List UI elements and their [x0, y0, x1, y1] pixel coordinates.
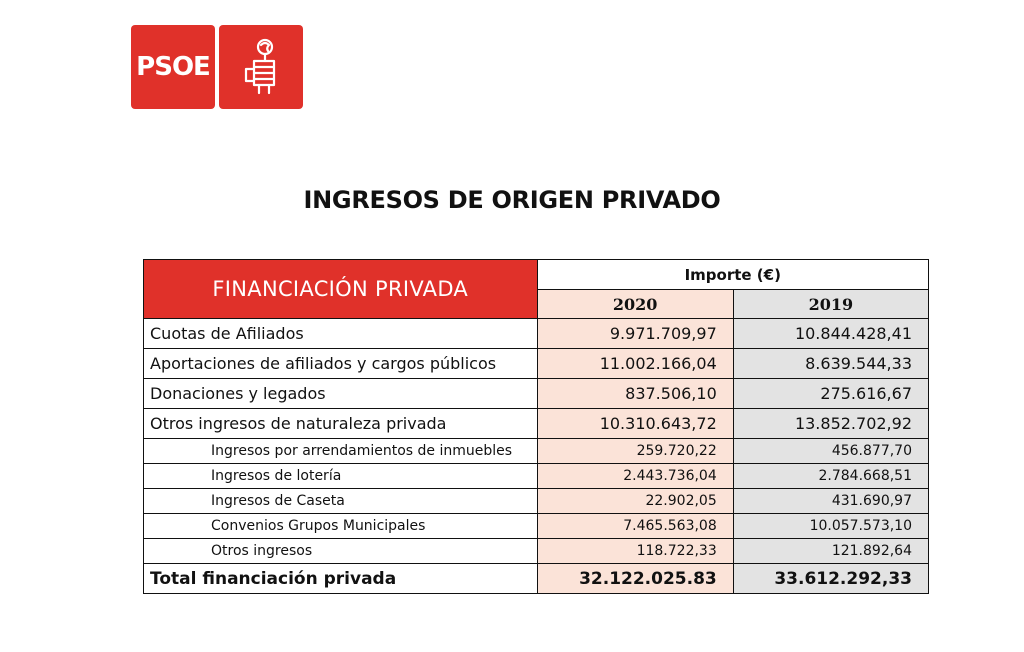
value-2020: 22.902,05 — [537, 489, 733, 514]
total-2020: 32.122.025.83 — [537, 564, 733, 594]
table-row — [144, 349, 929, 379]
value-2019: 2.784.668,51 — [733, 464, 928, 489]
subrow-label: Ingresos por arrendamientos de inmuebles — [144, 439, 538, 464]
fist-rose-icon — [219, 25, 303, 109]
value-2020: 118.722,33 — [537, 539, 733, 564]
value-2020: 10.310.643,72 — [537, 409, 733, 439]
value-2019: 275.616,67 — [733, 379, 928, 409]
row-label: Donaciones y legados — [144, 379, 538, 409]
total-label: Total financiación privada — [144, 564, 538, 594]
value-2020: 259.720,22 — [537, 439, 733, 464]
value-2019: 121.892,64 — [733, 539, 928, 564]
table-subrow — [144, 539, 929, 564]
logo-text: PSOE — [136, 52, 210, 82]
table-subrow — [144, 464, 929, 489]
value-2019: 13.852.702,92 — [733, 409, 928, 439]
value-2020: 837.506,10 — [537, 379, 733, 409]
value-2019: 431.690,97 — [733, 489, 928, 514]
fist-rose-emblem — [237, 37, 285, 97]
financing-table — [143, 259, 929, 594]
psoe-logo — [131, 25, 303, 109]
year-2020-header: 2020 — [537, 290, 733, 319]
total-2019: 33.612.292,33 — [733, 564, 928, 594]
value-2020: 11.002.166,04 — [537, 349, 733, 379]
row-label: Aportaciones de afiliados y cargos públicos — [144, 349, 538, 379]
subrow-label: Ingresos de Caseta — [144, 489, 538, 514]
value-2020: 2.443.736,04 — [537, 464, 733, 489]
table-header-label: FINANCIACIÓN PRIVADA — [144, 260, 538, 319]
page-title: INGRESOS DE ORIGEN PRIVADO — [303, 186, 721, 214]
table-subrow — [144, 439, 929, 464]
table-row — [144, 409, 929, 439]
subrow-label: Otros ingresos — [144, 539, 538, 564]
subrow-label: Convenios Grupos Municipales — [144, 514, 538, 539]
table-row — [144, 379, 929, 409]
row-label: Cuotas de Afiliados — [144, 319, 538, 349]
year-2019-header: 2019 — [733, 290, 928, 319]
value-2020: 7.465.563,08 — [537, 514, 733, 539]
table-row — [144, 319, 929, 349]
table-subrow — [144, 489, 929, 514]
table-subrow — [144, 514, 929, 539]
importe-header: Importe (€) — [537, 260, 929, 290]
total-row — [144, 564, 929, 594]
value-2019: 10.844.428,41 — [733, 319, 928, 349]
value-2019: 10.057.573,10 — [733, 514, 928, 539]
row-label: Otros ingresos de naturaleza privada — [144, 409, 538, 439]
logo-text-box — [131, 25, 215, 109]
value-2019: 456.877,70 — [733, 439, 928, 464]
subrow-label: Ingresos de lotería — [144, 464, 538, 489]
value-2020: 9.971.709,97 — [537, 319, 733, 349]
value-2019: 8.639.544,33 — [733, 349, 928, 379]
